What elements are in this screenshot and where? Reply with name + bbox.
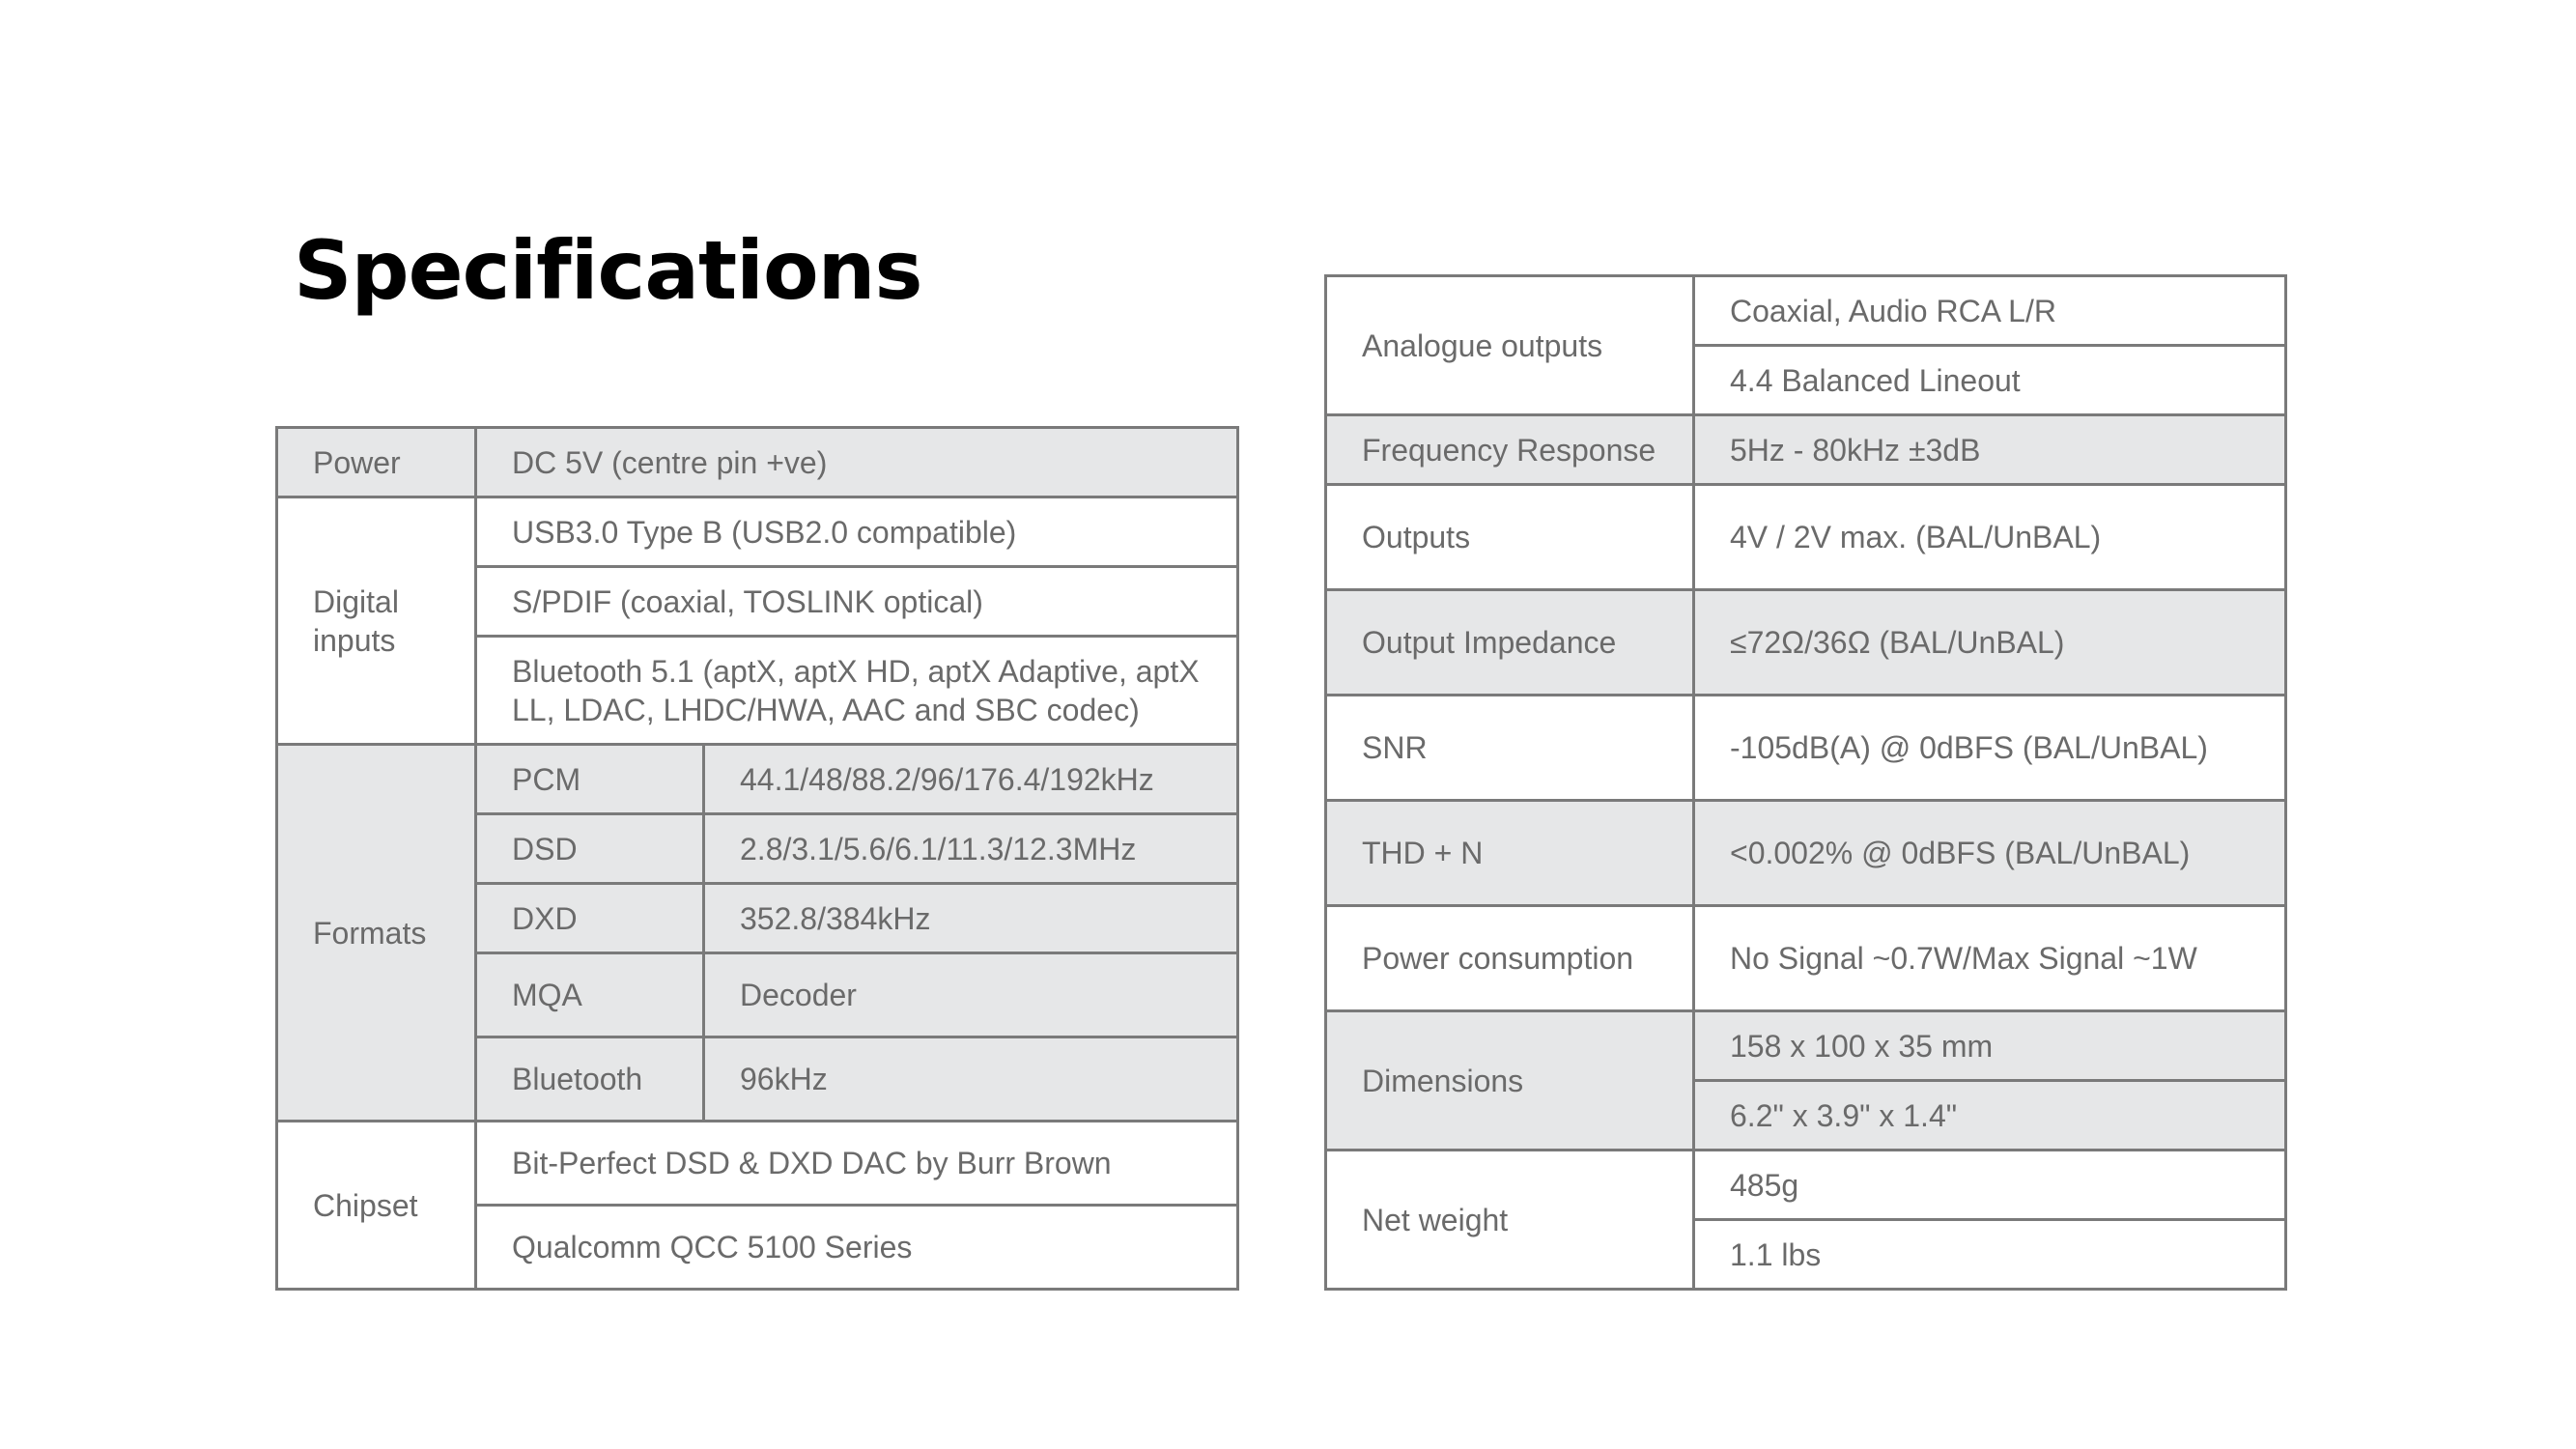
spec-value-snr: -105dB(A) @ 0dBFS (BAL/UnBAL) (1694, 696, 2286, 801)
spec-value-net-weight-metric: 485g (1694, 1151, 2286, 1220)
spec-format-name-bluetooth: Bluetooth (476, 1037, 704, 1122)
spec-label-power: Power (277, 428, 476, 497)
spec-value-chipset-qualcomm: Qualcomm QCC 5100 Series (476, 1206, 1238, 1290)
spec-label-frequency-response: Frequency Response (1326, 415, 1694, 485)
spec-label-analogue-outputs: Analogue outputs (1326, 276, 1694, 415)
spec-value-frequency-response: 5Hz - 80kHz ±3dB (1694, 415, 2286, 485)
spec-row-output-impedance (1326, 590, 2286, 696)
spec-value-digital-input-bluetooth: Bluetooth 5.1 (aptX, aptX HD, aptX Adaptive, aptX LL, LDAC, LHDC/HWA, AAC and SBC codec) (476, 637, 1238, 745)
spec-format-name-dsd: DSD (476, 814, 704, 884)
spec-label-chipset: Chipset (277, 1122, 476, 1290)
spec-row-frequency-response (1326, 415, 2286, 485)
spec-row-net-weight-metric (1326, 1151, 2286, 1220)
spec-row-thd-n (1326, 801, 2286, 906)
spec-format-value-mqa: Decoder (704, 953, 1238, 1037)
spec-value-dimensions-imperial: 6.2" x 3.9" x 1.4" (1694, 1081, 2286, 1151)
spec-row-dimensions-metric (1326, 1011, 2286, 1081)
spec-label-formats: Formats (277, 745, 476, 1122)
spec-format-name-dxd: DXD (476, 884, 704, 953)
spec-label-digital-inputs: Digital inputs (277, 497, 476, 745)
spec-value-net-weight-imperial: 1.1 lbs (1694, 1220, 2286, 1290)
spec-label-outputs: Outputs (1326, 485, 1694, 590)
spec-label-net-weight: Net weight (1326, 1151, 1694, 1290)
spec-format-value-pcm: 44.1/48/88.2/96/176.4/192kHz (704, 745, 1238, 814)
spec-label-power-consumption: Power consumption (1326, 906, 1694, 1011)
spec-format-name-pcm: PCM (476, 745, 704, 814)
spec-label-thd-n: THD + N (1326, 801, 1694, 906)
spec-row-power (277, 428, 1238, 497)
spec-format-value-dxd: 352.8/384kHz (704, 884, 1238, 953)
spec-row-snr (1326, 696, 2286, 801)
spec-format-name-mqa: MQA (476, 953, 704, 1037)
spec-value-outputs: 4V / 2V max. (BAL/UnBAL) (1694, 485, 2286, 590)
spec-value-digital-input-spdif: S/PDIF (coaxial, TOSLINK optical) (476, 567, 1238, 637)
spec-value-analogue-rca: Coaxial, Audio RCA L/R (1694, 276, 2286, 346)
spec-label-output-impedance: Output Impedance (1326, 590, 1694, 696)
spec-row-chipset (277, 1122, 1238, 1206)
spec-value-dimensions-metric: 158 x 100 x 35 mm (1694, 1011, 2286, 1081)
page-title: Specifications (294, 223, 922, 318)
spec-label-snr: SNR (1326, 696, 1694, 801)
spec-value-power: DC 5V (centre pin +ve) (476, 428, 1238, 497)
spec-row-power-consumption (1326, 906, 2286, 1011)
spec-value-output-impedance: ≤72Ω/36Ω (BAL/UnBAL) (1694, 590, 2286, 696)
right-spec-table (1324, 274, 2287, 1291)
spec-value-chipset-dac: Bit-Perfect DSD & DXD DAC by Burr Brown (476, 1122, 1238, 1206)
spec-row-analogue-outputs (1326, 276, 2286, 346)
spec-row-outputs (1326, 485, 2286, 590)
spec-value-power-consumption: No Signal ~0.7W/Max Signal ~1W (1694, 906, 2286, 1011)
spec-format-value-dsd: 2.8/3.1/5.6/6.1/11.3/12.3MHz (704, 814, 1238, 884)
left-spec-table (275, 426, 1239, 1291)
spec-row-formats-pcm (277, 745, 1238, 814)
spec-value-analogue-balanced: 4.4 Balanced Lineout (1694, 346, 2286, 415)
spec-value-thd-n: <0.002% @ 0dBFS (BAL/UnBAL) (1694, 801, 2286, 906)
spec-value-digital-input-usb: USB3.0 Type B (USB2.0 compatible) (476, 497, 1238, 567)
spec-format-value-bluetooth: 96kHz (704, 1037, 1238, 1122)
spec-label-dimensions: Dimensions (1326, 1011, 1694, 1151)
spec-row-digital-inputs (277, 497, 1238, 567)
